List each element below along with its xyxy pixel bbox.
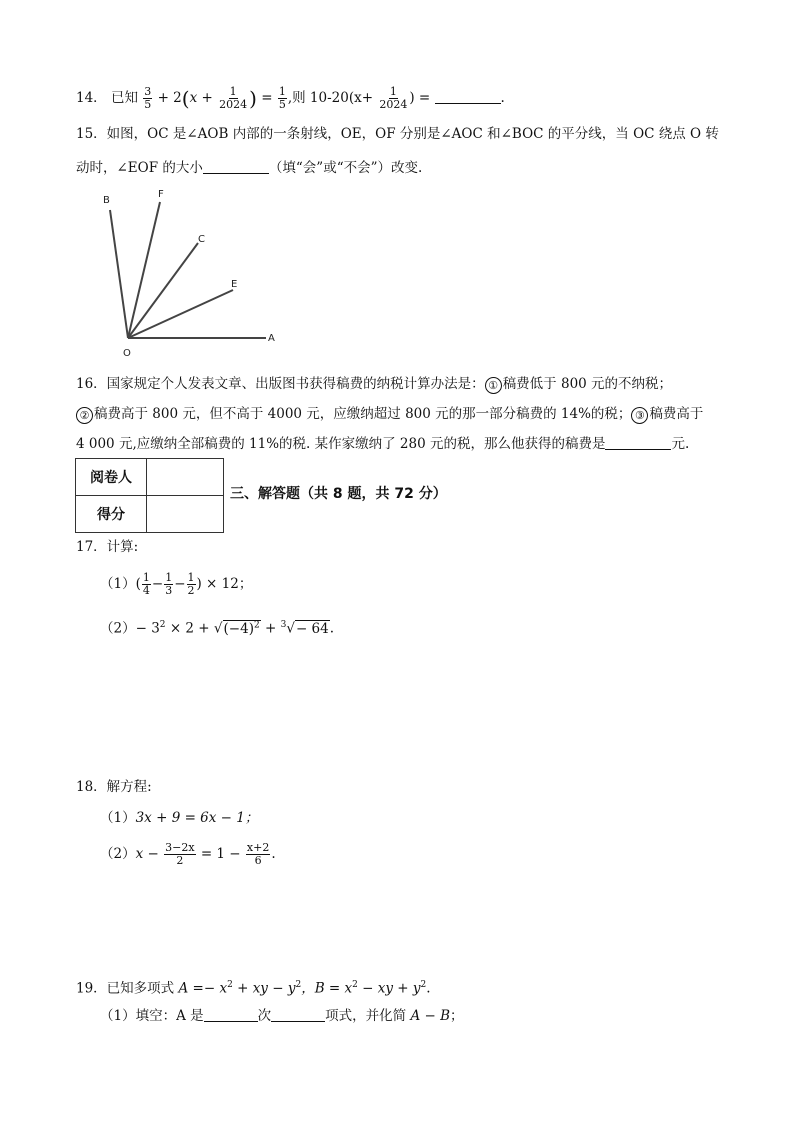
q19-p1-ci: 次: [257, 1008, 272, 1024]
q19-terms-blank[interactable]: [271, 1007, 325, 1022]
q14-term: + 2: [157, 90, 182, 106]
q17-p1-tail: ) × 12；: [196, 576, 253, 592]
q19-p1-text-2: 项式，并化简: [325, 1008, 407, 1024]
label-a: A: [268, 333, 275, 344]
q18-p2-period: .: [271, 846, 276, 862]
q18-frac-2: $\frac{x+2}{6}$: [246, 841, 270, 867]
question-16-line-1: [76, 374, 672, 394]
q14-period: .: [500, 90, 505, 106]
circled-3: ③: [631, 407, 648, 424]
q19-sup-1: 2: [227, 980, 233, 990]
q14-answer-blank[interactable]: [435, 89, 501, 104]
question-16-line-2: [76, 404, 703, 424]
q19-p1-expr: A − B: [410, 1008, 451, 1024]
label-c: C: [198, 234, 205, 245]
q14-text-3: ) =: [409, 90, 431, 106]
q14-number: 14．: [76, 90, 107, 106]
q16-text-6: 元.: [671, 436, 690, 452]
q19-part-1: [100, 1006, 464, 1026]
cbrt-symbol: √: [286, 620, 295, 637]
q17-p2-label: （2）: [100, 620, 136, 637]
ray-oe: [128, 290, 233, 338]
q17-part-1: [100, 572, 252, 597]
label-f: F: [158, 189, 164, 200]
q14-fraction-4: $\frac{1}{2024}$: [379, 85, 408, 111]
q14-equals: =: [261, 90, 273, 106]
q17-p2-plus: +: [265, 620, 277, 637]
q15-text-2: （填“会”或“不会”）改变.: [268, 160, 423, 176]
q17-minus-1: −: [151, 576, 164, 592]
score-table: [75, 458, 224, 533]
q14-fraction-1: $\frac{3}{5}$: [144, 85, 152, 111]
q19-p1-text: （1）填空：A 是: [100, 1008, 204, 1024]
q14-text-2: ,则 10-20(x+: [287, 90, 374, 106]
q19-sup-4: 2: [420, 980, 427, 990]
q15-answer-blank[interactable]: [203, 159, 269, 174]
q18-p2-term: x −: [135, 846, 159, 862]
q17-p2-period: .: [329, 620, 335, 637]
label-b: B: [103, 195, 110, 206]
q18-p2-label: （2）: [100, 846, 136, 862]
q16-answer-blank[interactable]: [605, 435, 671, 450]
sqrt-symbol: √: [213, 620, 223, 637]
question-14: 14． 已知 $\frac{3}{5}$ + 2(x + $\frac{1}{2024}$ ) = $\frac{1}{5}$ ,则 10-20(x+ $\frac{1}{2024}$ ) = .: [76, 85, 505, 111]
q17-p2-term: − 3: [135, 620, 160, 637]
label-e: E: [231, 279, 238, 290]
q18-p1-equation: 3x + 9 = 6x − 1；: [135, 810, 259, 826]
q17-frac-2: $\frac{1}{3}$: [165, 571, 173, 597]
q18-p1-label: （1）: [100, 810, 136, 826]
q18-frac-1: $\frac{3-2x}{2}$: [165, 841, 195, 867]
circled-1: ①: [485, 377, 502, 394]
q17-frac-1: $\frac{1}{4}$: [142, 571, 150, 597]
q19-degree-blank[interactable]: [204, 1007, 258, 1022]
q14-fraction-3: $\frac{1}{5}$: [278, 85, 286, 111]
q17-part-2: [100, 615, 334, 639]
q19-b-2: − xy + y: [362, 980, 421, 997]
q19-sup-3: 2: [352, 980, 358, 990]
reviewer-label: 阅卷人: [76, 459, 147, 496]
q19-a-2: + xy − y: [237, 980, 296, 997]
q17-cbrt-index: 3: [280, 620, 287, 630]
q16-text-4: 稿费高于: [649, 406, 704, 422]
q19-b-1: ，B = x: [301, 980, 353, 997]
q17-p1-label: （1）: [100, 576, 136, 592]
q16-text-3: 稿费高于 800 元，但不高于 4000 元，应缴纳超过 800 元的那一部分稿费的 14%的税；: [94, 406, 632, 422]
q16-text-5: 4 000 元,应缴纳全部稿费的 11%的税. 某作家缴纳了 280 元的税，那么他获得的稿费是: [76, 436, 606, 452]
q14-fraction-2: $\frac{1}{2024}$: [219, 85, 248, 111]
q17-sqrt-body: $(-4)^2$: [223, 620, 260, 637]
q18-p2-equals: = 1 −: [200, 846, 241, 862]
q16-text-2: 稿费低于 800 元的不纳税；: [502, 376, 673, 392]
question-18-title: 18．解方程:: [76, 779, 152, 795]
q17-frac-3: $\frac{1}{2}$: [187, 571, 195, 597]
q19-p1-end: ；: [450, 1008, 464, 1024]
q14-text: 已知: [110, 90, 138, 106]
label-o: O: [123, 348, 131, 359]
q18-part-2: [100, 842, 276, 867]
question-15-line-1: 15．如图，OC 是∠AOB 内部的一条射线，OE，OF 分别是∠AOC 和∠BOC 的平分线，当 OC 绕点 O 转: [76, 126, 719, 142]
q15-text: 动时，∠EOF 的大小: [76, 160, 203, 176]
q17-p1-open: (: [135, 576, 141, 592]
section-3-heading: 三、解答题（共 8 题，共 72 分）: [230, 486, 447, 502]
q19-period: .: [426, 980, 431, 997]
score-label: 得分: [76, 496, 147, 533]
reviewer-cell[interactable]: [147, 459, 224, 496]
q14-term-x: x +: [189, 90, 213, 106]
ray-ob: [110, 210, 128, 338]
score-cell[interactable]: [147, 496, 224, 533]
question-15-line-2: [76, 158, 422, 178]
angle-figure: [90, 180, 290, 365]
question-19-line-1: [76, 975, 431, 999]
q17-cbrt-body: − 64: [295, 620, 329, 637]
question-16-line-3: [76, 434, 689, 454]
q19-text: 19．已知多项式: [76, 980, 175, 997]
circled-2: ②: [76, 407, 93, 424]
q17-p2-times: × 2 +: [169, 620, 210, 637]
q18-part-1: [100, 808, 258, 828]
q17-minus-2: −: [174, 576, 186, 592]
q17-p2-exp: 2: [159, 620, 166, 630]
q16-text-1: 16．国家规定个人发表文章、出版图书获得稿费的纳税计算办法是：: [76, 376, 485, 392]
question-17-title: 17．计算:: [76, 539, 139, 555]
q19-sup-2: 2: [295, 980, 302, 990]
q19-a-1: A =− x: [178, 980, 228, 997]
